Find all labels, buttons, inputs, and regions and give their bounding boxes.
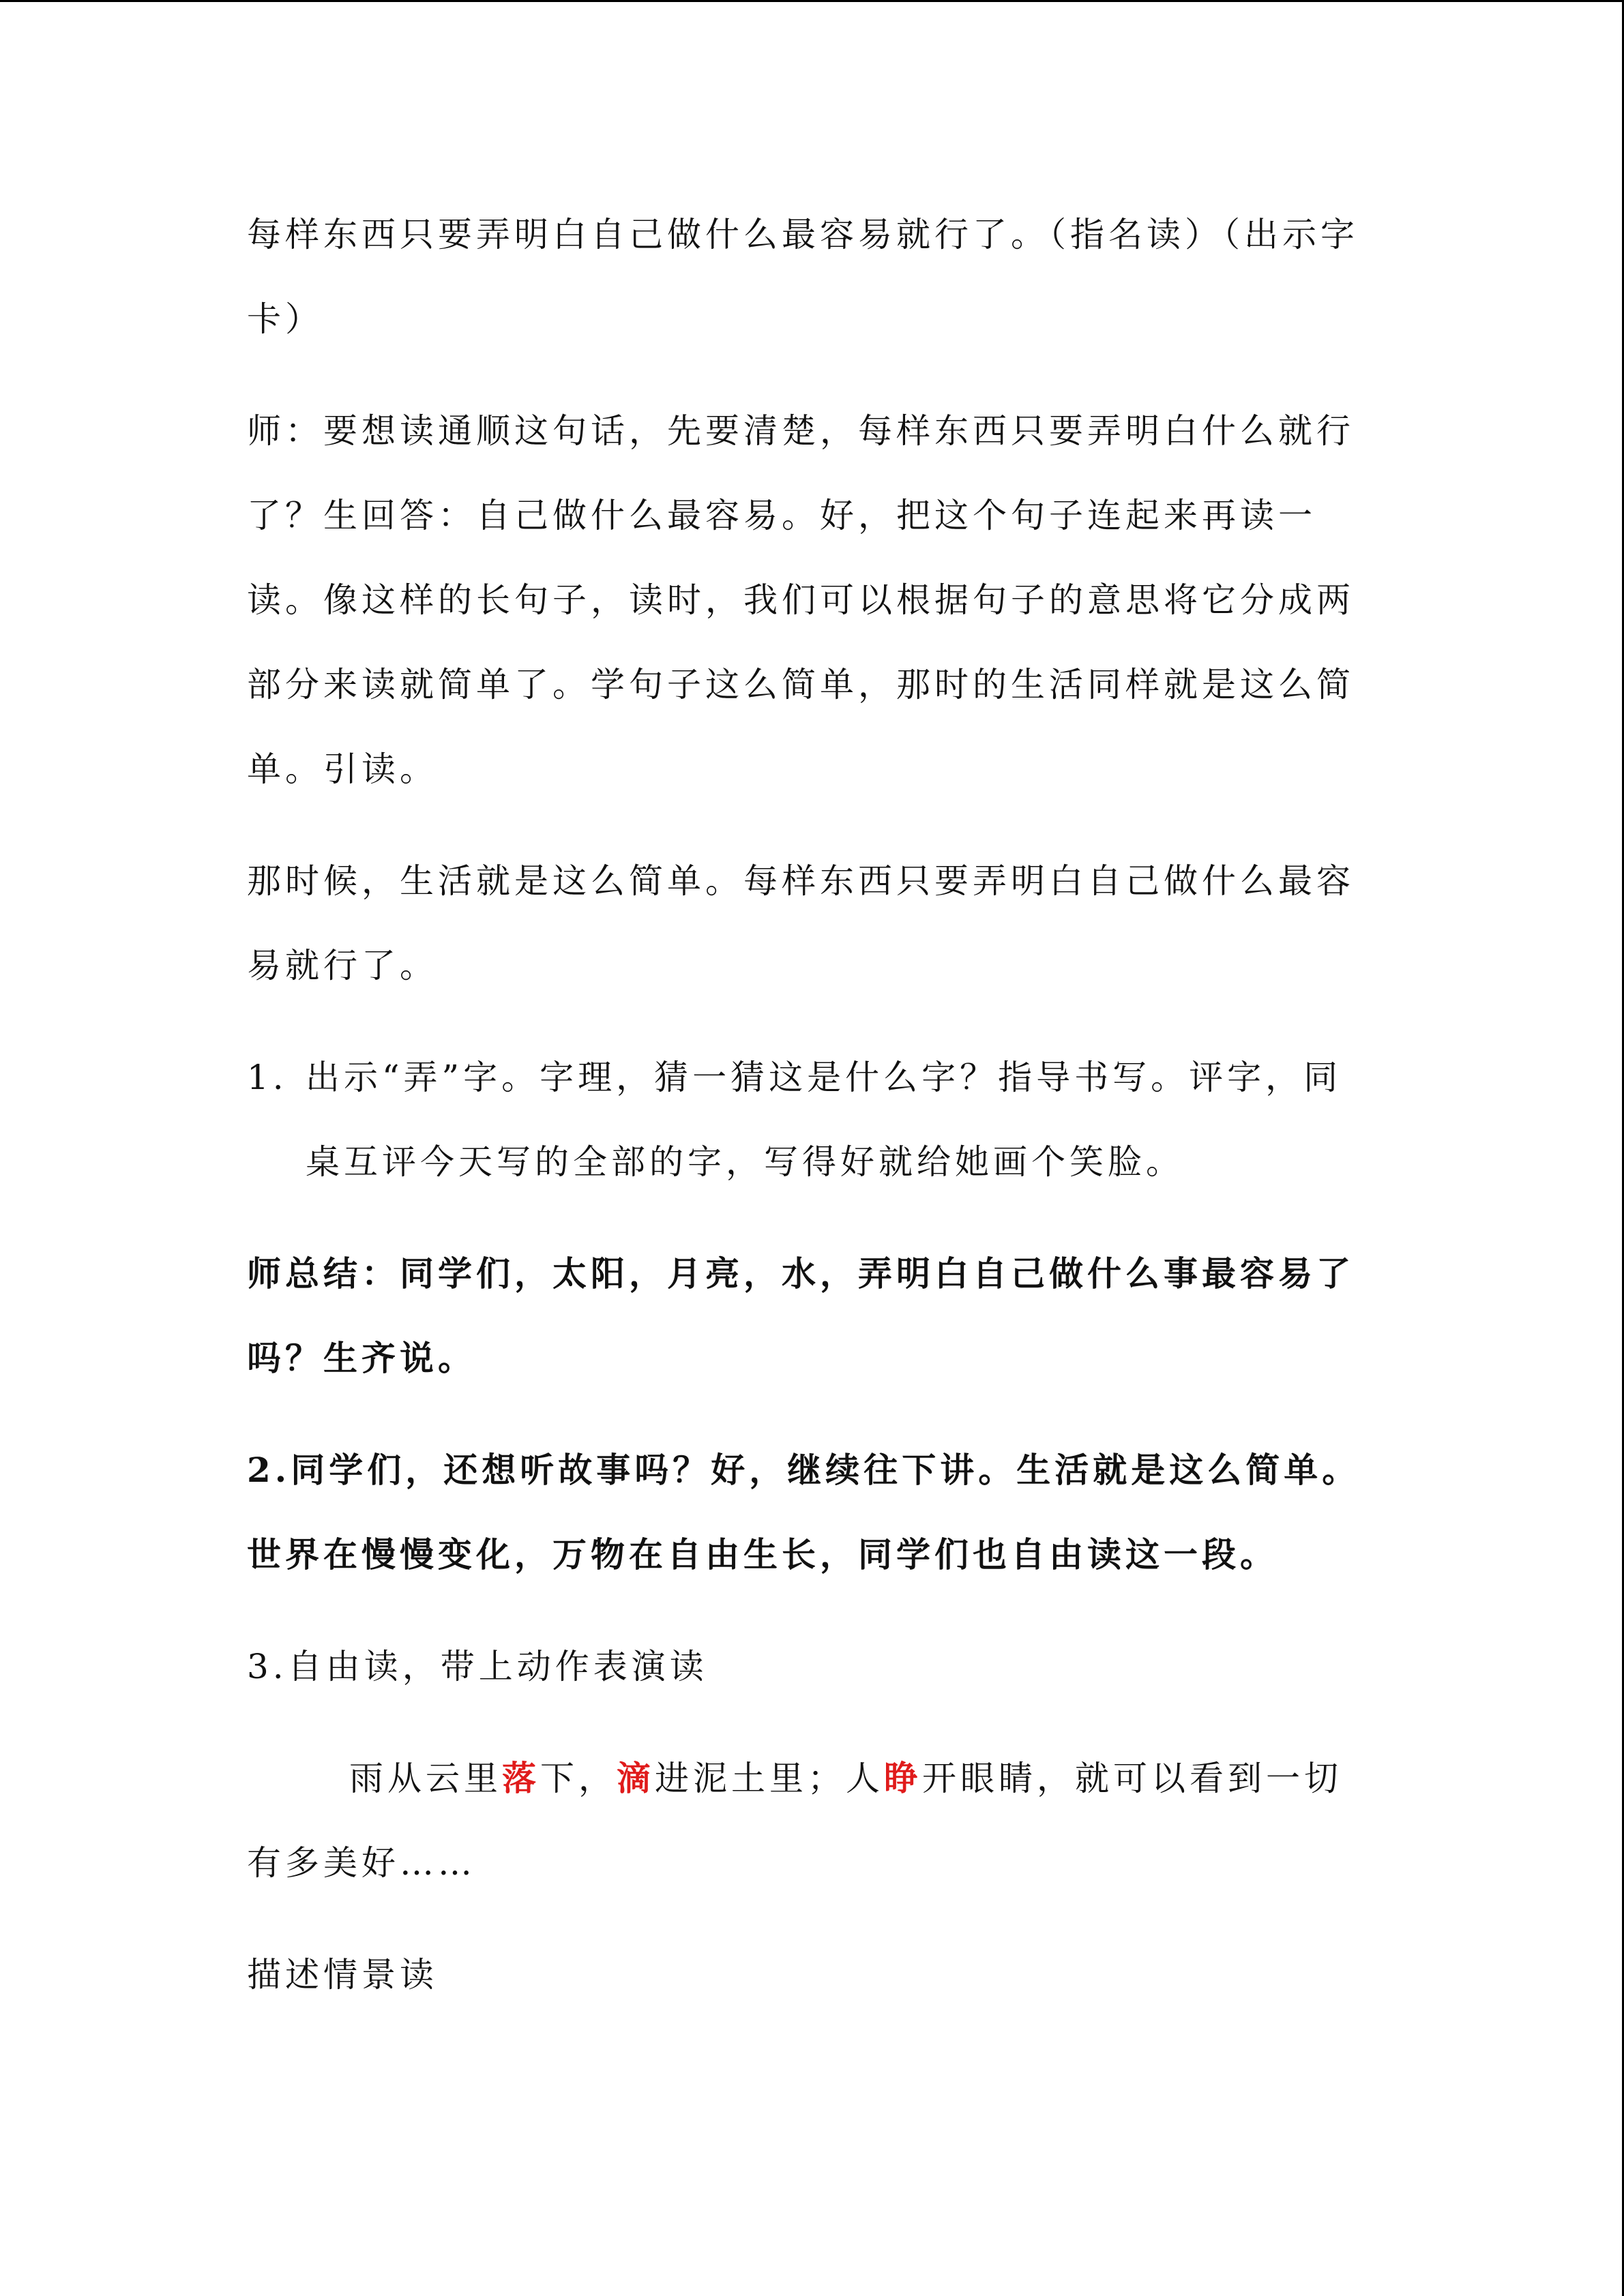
- sentence-part: 进泥土里；人: [655, 1759, 884, 1798]
- paragraph-instruction-read: 每样东西只要弄明白自己做什么最容易就行了。（指名读）（出示字卡）: [247, 215, 1359, 339]
- paragraph-teacher-guidance: 师：要想读通顺这句话，先要清楚，每样东西只要弄明白什么就行了？生回答：自己做什么最容易。好，把这个句子连起来再读一读。像这样的长句子，读时，我们可以根据句子的意思将它分成两部分来读就简单了。学句子这么简单，那时的生活同样就是这么简单。引读。: [247, 411, 1355, 789]
- sentence-part: 雨从云里: [349, 1759, 502, 1798]
- sentence-part: 开眼睛，就可以看到一切有多美好……: [247, 1759, 1342, 1883]
- paragraph-simple-life: 那时候，生活就是这么简单。每样东西只要弄明白自己做什么最容易就行了。: [247, 861, 1355, 985]
- list-item-character-writing: [247, 1035, 1372, 1204]
- page-border-top: [0, 0, 1624, 2]
- sentence-part: 下，: [540, 1759, 617, 1798]
- highlighted-verb-fall: 落: [502, 1758, 540, 1798]
- paragraph-teacher-summary: 师总结：同学们，太阳，月亮，水，弄明白自己做什么事最容易了吗？生齐说。: [247, 1253, 1355, 1378]
- list-number: 1.: [247, 1058, 288, 1097]
- highlighted-verb-drip: 滴: [617, 1758, 655, 1798]
- list-item-text: 出示“弄”字。字理，猜一猜这是什么字？指导书写。评字，同桌互评今天写的全部的字，写得好就给她画个笑脸。: [306, 1058, 1342, 1182]
- paragraph-free-reading: 3.自由读，带上动作表演读: [247, 1647, 708, 1686]
- document-body: [247, 192, 1372, 2044]
- paragraph-scene-reading: 描述情景读: [247, 1955, 438, 1995]
- paragraph-story-continue: 2.同学们，还想听故事吗？好，继续往下讲。生活就是这么简单。世界在慢慢变化，万物在自由生长，同学们也自由读这一段。: [247, 1450, 1361, 1575]
- paragraph-rain-sentence: [247, 1736, 1372, 1905]
- highlighted-verb-open: 睁: [884, 1758, 922, 1798]
